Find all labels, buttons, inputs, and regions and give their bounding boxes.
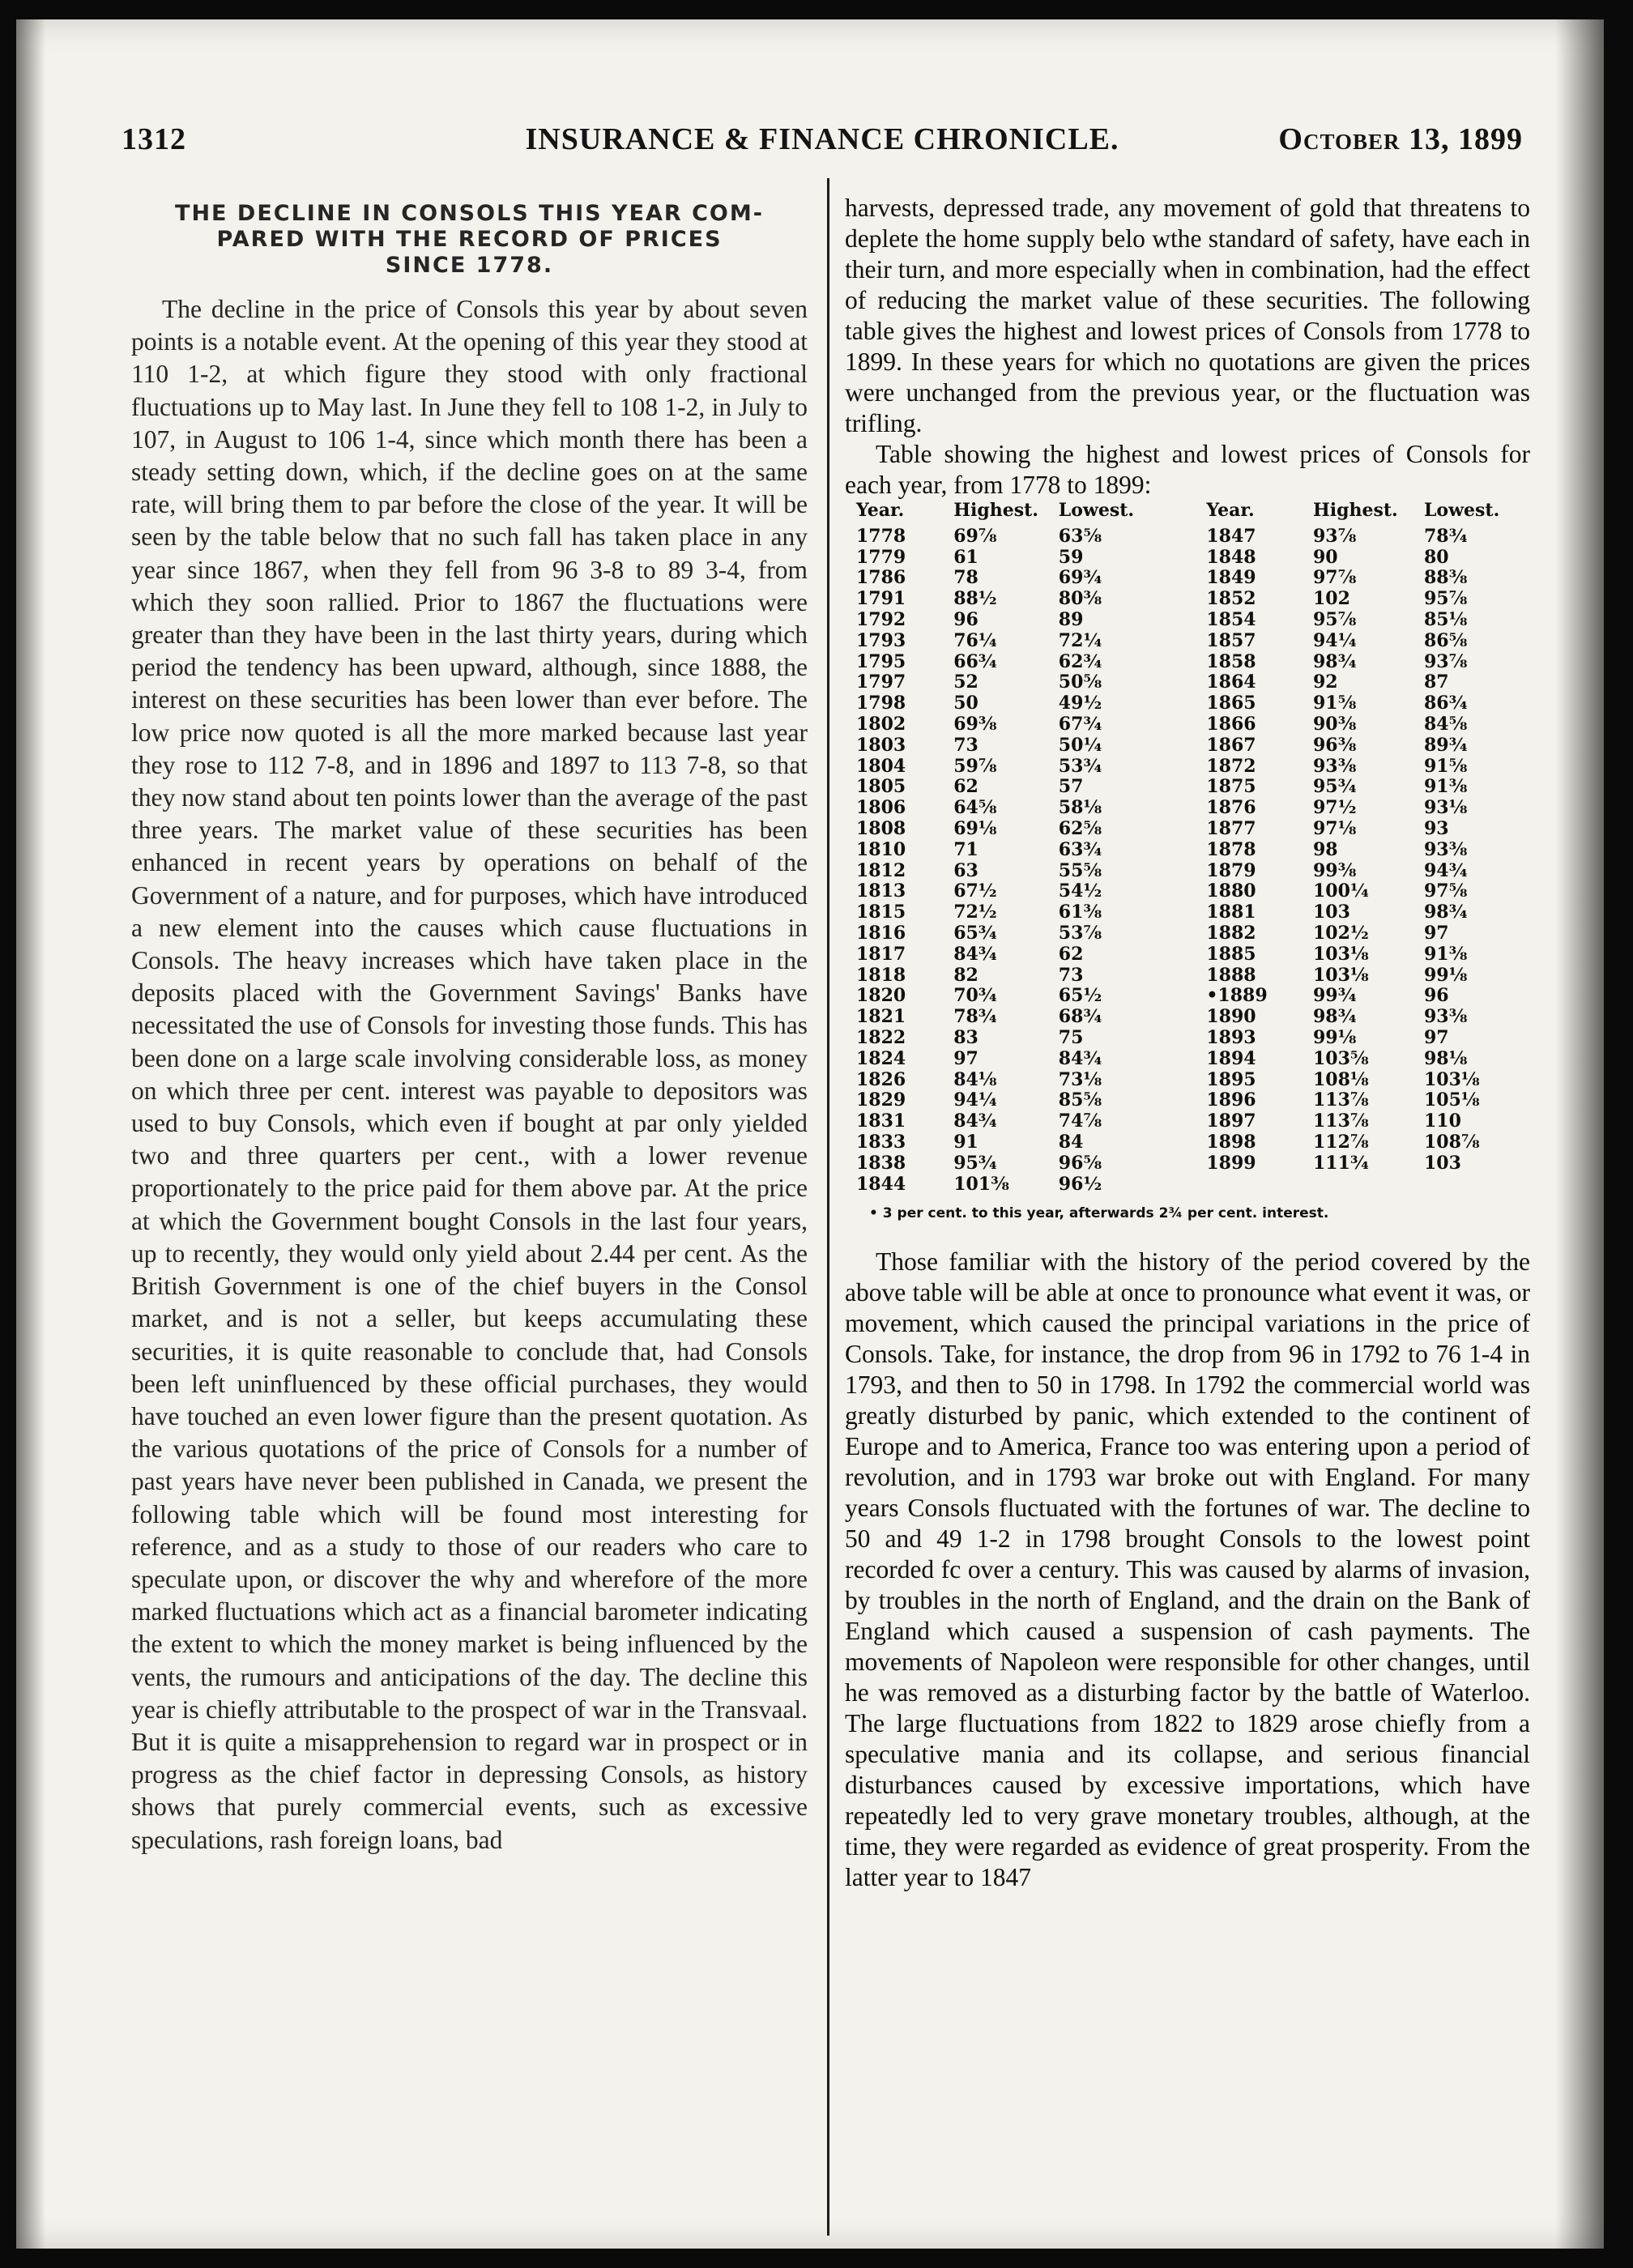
- cell-lowest: 94¾: [1423, 859, 1468, 881]
- cell-highest: 93⅜: [1312, 755, 1357, 777]
- cell-year: 1890: [1206, 1006, 1256, 1028]
- publication-title: INSURANCE & FINANCE CHRONICLE.: [525, 122, 1119, 156]
- cell-highest: 98¾: [1312, 650, 1357, 672]
- cell-lowest: 87: [1423, 671, 1449, 693]
- cell-year: 1779: [856, 546, 906, 568]
- cell-year: 1798: [856, 693, 906, 714]
- cell-highest: 69⅜: [953, 713, 997, 735]
- cell-year: 1882: [1206, 922, 1256, 944]
- cell-highest: 95⅞: [1312, 608, 1357, 630]
- cell-lowest: 93⅜: [1423, 838, 1468, 860]
- issue-date: October 13, 1899: [1278, 122, 1523, 156]
- cell-highest: 113⅞: [1312, 1089, 1369, 1111]
- cell-highest: 70¾: [953, 985, 997, 1007]
- cell-highest: 65¾: [953, 922, 997, 944]
- cell-highest: 63: [953, 859, 979, 881]
- cell-lowest: 62: [1058, 943, 1084, 965]
- cell-highest: 78¾: [953, 1006, 997, 1028]
- table-row: [845, 798, 1530, 819]
- cell-highest: 97: [953, 1047, 979, 1069]
- cell-year: 1815: [856, 902, 906, 923]
- cell-year: 1803: [856, 734, 906, 756]
- table-row: [845, 589, 1530, 610]
- cell-year: 1793: [856, 629, 906, 651]
- cell-lowest: 86⅝: [1423, 629, 1468, 651]
- heading-line: SINCE 1778.: [385, 253, 554, 278]
- cell-lowest: 103: [1423, 1152, 1461, 1174]
- cell-year: 1820: [856, 985, 906, 1007]
- cell-year: 1812: [856, 859, 906, 881]
- column-divider: [827, 178, 829, 2236]
- cell-year: 1821: [856, 1006, 906, 1028]
- cell-lowest: 91⅝: [1423, 755, 1468, 777]
- cell-highest: 83: [953, 1026, 979, 1048]
- cell-lowest: 96⅝: [1058, 1152, 1102, 1174]
- cell-year: 1895: [1206, 1068, 1256, 1090]
- cell-year: 1879: [1206, 859, 1256, 881]
- header-lowest: Lowest.: [1058, 500, 1135, 521]
- cell-year: 1808: [856, 817, 906, 839]
- cell-lowest: 59: [1058, 546, 1084, 568]
- cell-year: 1848: [1206, 546, 1256, 568]
- cell-highest: 76¼: [953, 629, 997, 651]
- cell-year: 1826: [856, 1068, 906, 1090]
- cell-highest: 100¼: [1312, 880, 1369, 902]
- cell-highest: 91⅝: [1312, 693, 1357, 714]
- scan-shadow-right: [1555, 19, 1604, 2249]
- cell-year: 1817: [856, 943, 906, 965]
- cell-year: 1806: [856, 797, 906, 819]
- cell-highest: 71: [953, 838, 979, 860]
- cell-lowest: 95⅞: [1423, 588, 1468, 610]
- cell-lowest: 97⅝: [1423, 880, 1468, 902]
- cell-year: 1867: [1206, 734, 1256, 756]
- table-row: [845, 735, 1530, 757]
- cell-highest: 69⅛: [953, 817, 997, 839]
- cell-year: 1878: [1206, 838, 1256, 860]
- cell-highest: 73: [953, 734, 979, 756]
- cell-highest: 99⅜: [1312, 859, 1357, 881]
- cell-highest: 99¾: [1312, 985, 1357, 1007]
- consols-price-table: [845, 501, 1530, 1195]
- cell-highest: 92: [1312, 671, 1338, 693]
- cell-year: 1804: [856, 755, 906, 777]
- cell-lowest: 80: [1423, 546, 1449, 568]
- cell-lowest: 53¾: [1058, 755, 1102, 777]
- cell-year: 1792: [856, 608, 906, 630]
- cell-highest: 52: [953, 671, 979, 693]
- cell-highest: 94¼: [953, 1089, 997, 1111]
- cell-year: 1849: [1206, 567, 1256, 589]
- cell-year: 1847: [1206, 525, 1256, 547]
- cell-highest: 97⅞: [1312, 567, 1357, 589]
- cell-lowest: 91⅜: [1423, 776, 1468, 798]
- cell-highest: 67½: [953, 880, 997, 902]
- cell-lowest: 97: [1423, 1026, 1449, 1048]
- cell-highest: 94¼: [1312, 629, 1357, 651]
- cell-year: 1797: [856, 671, 906, 693]
- cell-lowest: 91⅜: [1423, 943, 1468, 965]
- cell-year: 1896: [1206, 1089, 1256, 1111]
- cell-lowest: 96: [1423, 985, 1449, 1007]
- cell-highest: 62: [953, 776, 979, 798]
- cell-highest: 88½: [953, 588, 997, 610]
- cell-highest: 103⅝: [1312, 1047, 1369, 1069]
- cell-year: 1872: [1206, 755, 1256, 777]
- cell-highest: [1302, 1174, 1416, 1196]
- cell-highest: 93⅞: [1312, 525, 1357, 547]
- cell-highest: 78: [953, 567, 979, 589]
- cell-year: 1876: [1206, 797, 1256, 819]
- cell-lowest: [1416, 1174, 1530, 1196]
- cell-highest: 112⅞: [1312, 1131, 1369, 1153]
- cell-year: 1802: [856, 713, 906, 735]
- cell-highest: 97⅛: [1312, 817, 1357, 839]
- table-row: [845, 693, 1530, 714]
- cell-lowest: 89: [1058, 608, 1084, 630]
- cell-year: 1838: [856, 1152, 906, 1174]
- table-body: [845, 526, 1530, 1196]
- cell-highest: 102½: [1312, 922, 1369, 944]
- table-row: [845, 902, 1530, 923]
- cell-lowest: 65½: [1058, 985, 1102, 1007]
- newspaper-page: [16, 19, 1604, 2249]
- cell-lowest: 58⅛: [1058, 797, 1102, 819]
- page-header: [122, 117, 1523, 165]
- cell-year: 1813: [856, 880, 906, 902]
- cell-lowest: 110: [1423, 1111, 1461, 1132]
- cell-highest: 96⅜: [1312, 734, 1357, 756]
- cell-year: 1894: [1206, 1047, 1256, 1069]
- cell-year: 1831: [856, 1111, 906, 1132]
- cell-highest: 72½: [953, 902, 997, 923]
- scan-shadow-left: [16, 19, 45, 2249]
- cell-lowest: 63¾: [1058, 838, 1102, 860]
- cell-year: 1864: [1206, 671, 1256, 693]
- header-year: Year.: [1206, 500, 1255, 521]
- cell-highest: 82: [953, 964, 979, 986]
- cell-year: 1824: [856, 1047, 906, 1069]
- table-row: [845, 1153, 1530, 1174]
- cell-lowest: 62⅝: [1058, 817, 1102, 839]
- cell-highest: 95¾: [953, 1152, 997, 1174]
- table-row: [845, 1028, 1530, 1049]
- cell-lowest: 61⅜: [1058, 902, 1102, 923]
- cell-highest: 84¾: [953, 1111, 997, 1132]
- cell-lowest: 72¼: [1058, 629, 1102, 651]
- table-row: [845, 757, 1530, 778]
- table-row: [845, 861, 1530, 882]
- cell-lowest: 68¾: [1058, 1006, 1102, 1028]
- cell-lowest: 98¾: [1423, 902, 1468, 923]
- cell-lowest: 73⅛: [1058, 1068, 1102, 1090]
- cell-highest: 95¾: [1312, 776, 1357, 798]
- cell-lowest: 84⅝: [1423, 713, 1468, 735]
- cell-lowest: 84: [1058, 1131, 1084, 1153]
- cell-highest: 101⅜: [953, 1173, 1009, 1195]
- cell-lowest: 86¾: [1423, 693, 1468, 714]
- cell-lowest: 75: [1058, 1026, 1084, 1048]
- table-row: [845, 1049, 1530, 1070]
- cell-highest: 69⅞: [953, 525, 997, 547]
- cell-lowest: 99⅛: [1423, 964, 1468, 986]
- cell-lowest: 50⅝: [1058, 671, 1102, 693]
- cell-year: 1898: [1206, 1131, 1256, 1153]
- cell-lowest: 80⅜: [1058, 588, 1102, 610]
- table-row: [845, 610, 1530, 631]
- cell-lowest: 93⅛: [1423, 797, 1468, 819]
- cell-year: 1833: [856, 1131, 906, 1153]
- table-row: [845, 1174, 1530, 1196]
- table-row: [845, 631, 1530, 652]
- table-row: [845, 1070, 1530, 1091]
- cell-highest: 90: [1312, 546, 1338, 568]
- cell-year: 1857: [1206, 629, 1256, 651]
- cell-lowest: 73: [1058, 964, 1084, 986]
- cell-year: 1880: [1206, 880, 1256, 902]
- cell-lowest: 96½: [1058, 1173, 1102, 1195]
- cell-highest: 59⅞: [953, 755, 997, 777]
- heading-line: PARED WITH THE RECORD OF PRICES: [216, 227, 723, 252]
- cell-highest: 103: [1312, 902, 1350, 923]
- cell-lowest: 49½: [1058, 693, 1102, 714]
- cell-lowest: 103⅛: [1423, 1068, 1480, 1090]
- cell-year: 1866: [1206, 713, 1256, 735]
- header-lowest: Lowest.: [1423, 500, 1500, 521]
- table-row: [845, 548, 1530, 569]
- cell-lowest: 74⅞: [1058, 1111, 1102, 1132]
- cell-year: 1844: [856, 1173, 906, 1195]
- cell-highest: 90⅜: [1312, 713, 1357, 735]
- table-caption: Table showing the highest and lowest prices of Consols for each year, from 1778 to 1899:: [845, 440, 1530, 499]
- header-highest: Highest.: [953, 500, 1038, 521]
- cell-lowest: 85⅛: [1423, 608, 1468, 630]
- cell-year: 1805: [856, 776, 906, 798]
- cell-year: 1852: [1206, 588, 1256, 610]
- table-row: [845, 1007, 1530, 1028]
- cell-highest: 84¾: [953, 943, 997, 965]
- cell-year: 1897: [1206, 1111, 1256, 1132]
- table-footnote: • 3 per cent. to this year, afterwards 2¾ per cent. interest.: [869, 1205, 1329, 1222]
- cell-lowest: 98⅛: [1423, 1047, 1468, 1069]
- table-header-row: [845, 501, 1530, 526]
- cell-highest: 61: [953, 546, 979, 568]
- cell-year: 1786: [856, 567, 906, 589]
- cell-highest: 99⅛: [1312, 1026, 1357, 1048]
- header-year: Year.: [856, 500, 905, 521]
- cell-lowest: 50¼: [1058, 734, 1102, 756]
- cell-highest: 103⅛: [1312, 943, 1369, 965]
- cell-lowest: 67¾: [1058, 713, 1102, 735]
- article-paragraph: The decline in the price of Consols this year by about seven points is a notable event. At the opening of this year they stood at 110 1-2, at which figure they stood with only fractional fluctuations up to May last. In June they fell to 108 1-2, in July to 107, in August to 106 1-4, since which month there has been a steady setting down, which, if the decline goes on at the same rate, will bring them to par before the close of the year. It will be seen by the table below that no such fall has taken place in any year since 1867, when they fell from 96 3-8 to 89 3-4, from which they soon rallied. Prior to 1867 the fluctuations were greater than they have been in the last thirty years, during which period the tendency has been upward, although, since 1888, the interest on these securities has been lower than ever before. The low price now quoted is all the more marked because last year they rose to 112 7-8, and in 1896 and 1897 to 113 7-8, so that they now stand about ten points lower than the average of the past three years. The market value of these securities has been enhanced in recent years by operations on behalf of the Government of a nature, and for purposes, which have introduced a new element into the causes which cause fluctuations in Consols. The heavy increases which have taken place in the deposits placed with the Government Savings' Banks have necessitated the use of Consols for investing those funds. This has been done on a large scale involving considerable loss, as money on which three per cent. interest was payable to depositors was used to buy Consols, which even if bought at par only yielded two and three quarters per cent., with a lower revenue proportionately to the price paid for them above par. At the price at which the Government bought Consols in the last four years, up to recently, they would only yield about 2.44 per cent. As the British Government is one of the chief buyers in the Consol market, and is not a seller, but keeps accumulating these securities, it is quite reasonable to conclude that, had Consols been left uninfluenced by these official purchases, they would have touched an even lower figure than the present quotation. As the various quotations of the price of Consols for a number of past years have never been published in Canada, we present the following table which will be found most interesting for reference, and as a study to those of our readers who care to speculate upon, or discover the why and wherefore of the more marked fluctuations which act as a financial barometer indicating the extent to which the money market is being influenced by the vents, the rumours and anticipations of the day. The decline this year is chiefly attributable to the prospect of war in the Transvaal. But it is quite a misapprehension to regard war in prospect or in progress as the chief factor in depressing Consols, as history shows that purely commercial events, such as excessive speculations, rash foreign loans, bad: [131, 295, 808, 1854]
- cell-lowest: 53⅞: [1058, 922, 1102, 944]
- cell-year: 1881: [1206, 902, 1256, 923]
- table-row: [845, 652, 1530, 673]
- table-row: [845, 840, 1530, 861]
- cell-highest: 97½: [1312, 797, 1357, 819]
- table-row: [845, 568, 1530, 589]
- header-highest: Highest.: [1312, 500, 1398, 521]
- table-row: [845, 1132, 1530, 1153]
- cell-year: 1795: [856, 650, 906, 672]
- cell-year: 1888: [1206, 964, 1256, 986]
- table-row: [845, 819, 1530, 840]
- cell-year: [1195, 1174, 1302, 1196]
- cell-highest: 96: [953, 608, 979, 630]
- article-paragraph: harvests, depressed trade, any movement of gold that threatens to deplete the home supply belo wthe standard of safety, have each in their turn, and more especially when in combination, had the effect of reducing the market value of these securities. The following table gives the highest and lowest prices of Consols from 1778 to 1899. In these years for which no quotations are given the prices were unchanged from the previous year, or the fluctuation was trifling.: [845, 194, 1530, 437]
- cell-highest: 50: [953, 693, 979, 714]
- table-row: [845, 944, 1530, 966]
- left-column: [131, 193, 808, 1857]
- cell-highest: 113⅞: [1312, 1111, 1369, 1132]
- cell-year: 1810: [856, 838, 906, 860]
- cell-lowest: 89¾: [1423, 734, 1468, 756]
- table-row: [845, 526, 1530, 548]
- cell-lowest: 105⅛: [1423, 1089, 1480, 1111]
- cell-lowest: 93⅞: [1423, 650, 1468, 672]
- cell-highest: 111¾: [1312, 1152, 1369, 1174]
- heading-line: THE DECLINE IN CONSOLS THIS YEAR COM-: [175, 201, 764, 226]
- cell-highest: 102: [1312, 588, 1350, 610]
- cell-year: 1875: [1206, 776, 1256, 798]
- cell-lowest: 57: [1058, 776, 1084, 798]
- cell-highest: 98: [1312, 838, 1338, 860]
- cell-year: 1893: [1206, 1026, 1256, 1048]
- cell-highest: 103⅛: [1312, 964, 1369, 986]
- table-row: [845, 881, 1530, 902]
- cell-lowest: 78¾: [1423, 525, 1468, 547]
- page-number: 1312: [122, 122, 186, 156]
- cell-year: •1889: [1206, 985, 1268, 1007]
- cell-lowest: 54½: [1058, 880, 1102, 902]
- table-row: [845, 966, 1530, 987]
- cell-lowest: 85⅝: [1058, 1089, 1102, 1111]
- cell-year: 1822: [856, 1026, 906, 1048]
- table-row: [845, 923, 1530, 944]
- table-row: [845, 672, 1530, 693]
- table-row: [845, 777, 1530, 798]
- cell-lowest: 63⅝: [1058, 525, 1102, 547]
- cell-highest: 98¾: [1312, 1006, 1357, 1028]
- cell-lowest: 69¾: [1058, 567, 1102, 589]
- cell-highest: 66¾: [953, 650, 997, 672]
- cell-lowest: 93: [1423, 817, 1449, 839]
- cell-year: 1778: [856, 525, 906, 547]
- article-paragraph: Those familiar with the history of the period covered by the above table will be able at once to pronounce what event it was, or movement, which caused the principal variations in the price of Consols. Take, for instance, the drop from 96 in 1792 to 76 1-4 in 1793, and then to 50 in 1798. In 1792 the commercial world was greatly disturbed by panic, which extended to the continent of Europe and to America, France too was entering upon a period of revolution, and in 1793 war broke out with England. For many years Consols fluctuated with the fortunes of war. The decline to 50 and 49 1-2 in 1798 brought Consols to the lowest point recorded fc over a century. This was caused by alarms of invasion, by troubles in the north of England, and the drain on the Bank of England which caused a suspension of cash payments. The movements of Napoleon were responsible for other changes, until he was removed as a disturbing factor by the battle of Waterloo. The large fluctuations from 1822 to 1829 arose chiefly from a speculative mania and its collapse, and serious financial disturbances caused by excessive importations, which have repeatedly led to very grave monetary troubles, although, at the time, they were regarded as evidence of great prosperity. From the latter year to 1847: [845, 1247, 1530, 1892]
- cell-year: 1885: [1206, 943, 1256, 965]
- cell-highest: 108⅛: [1312, 1068, 1369, 1090]
- cell-lowest: 84¾: [1058, 1047, 1102, 1069]
- cell-lowest: 55⅝: [1058, 859, 1102, 881]
- cell-year: 1858: [1206, 650, 1256, 672]
- cell-highest: 84⅛: [953, 1068, 997, 1090]
- cell-lowest: 93⅜: [1423, 1006, 1468, 1028]
- cell-highest: 64⅝: [953, 797, 997, 819]
- cell-lowest: 62¾: [1058, 650, 1102, 672]
- cell-lowest: 88⅜: [1423, 567, 1468, 589]
- cell-year: 1865: [1206, 693, 1256, 714]
- cell-year: 1877: [1206, 817, 1256, 839]
- cell-year: 1899: [1206, 1152, 1256, 1174]
- cell-year: 1818: [856, 964, 906, 986]
- article-heading: [131, 201, 808, 279]
- cell-lowest: 108⅞: [1423, 1131, 1480, 1153]
- cell-year: 1854: [1206, 608, 1256, 630]
- table-row: [845, 714, 1530, 735]
- cell-highest: 91: [953, 1131, 979, 1153]
- table-row: [845, 1111, 1530, 1132]
- table-row: [845, 1090, 1530, 1111]
- cell-lowest: 97: [1423, 922, 1449, 944]
- cell-year: 1829: [856, 1089, 906, 1111]
- right-column: [845, 193, 1530, 1893]
- cell-year: 1791: [856, 588, 906, 610]
- table-row: [845, 986, 1530, 1007]
- cell-year: 1816: [856, 922, 906, 944]
